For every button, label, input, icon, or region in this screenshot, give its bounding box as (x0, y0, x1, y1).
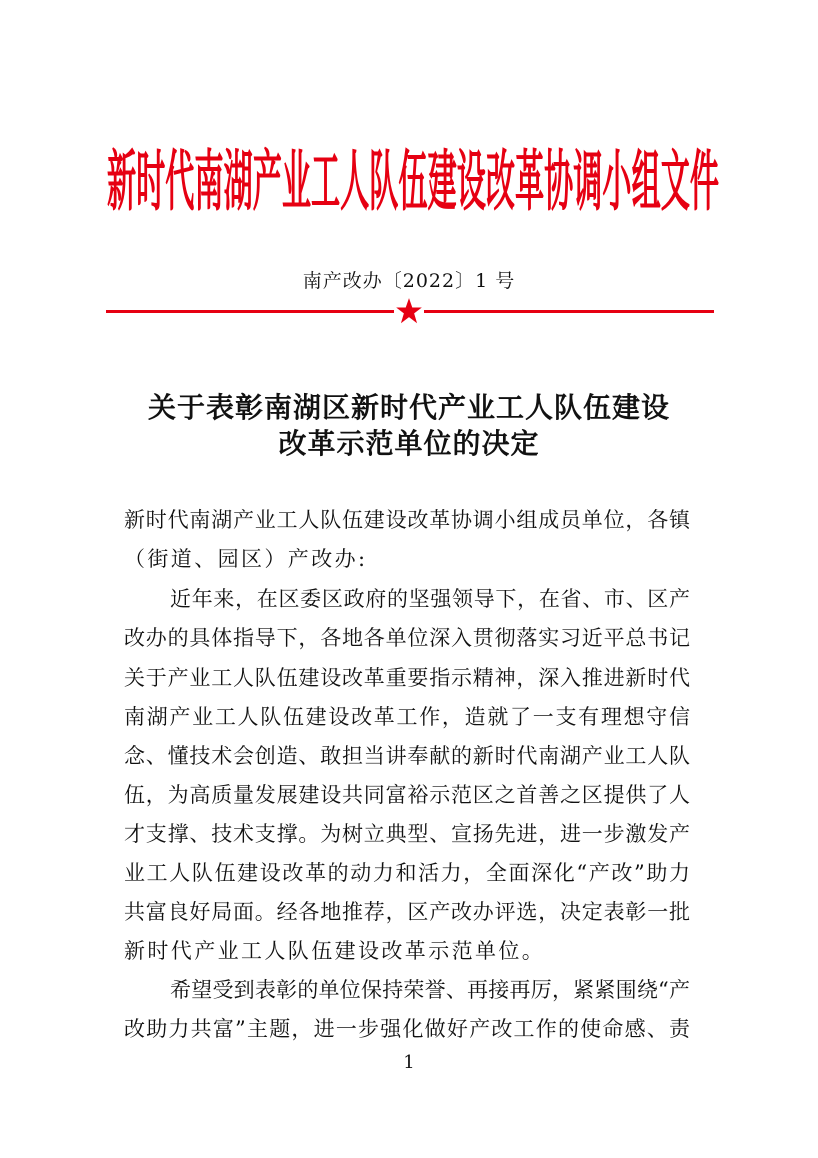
issuer-title: 新时代南湖产业工人队伍建设改革协调小组文件 (107, 143, 719, 218)
body-line: 才支撑、技术支撑。为树立典型、宣扬先进，进一步激发产 (124, 822, 690, 846)
body-line: 关于产业工人队伍建设改革重要指示精神，深入推进新时代 (124, 666, 690, 690)
body-line: （街道、园区）产改办: (124, 547, 368, 571)
body-line: 新时代产业工人队伍建设改革示范单位。 (124, 939, 546, 963)
red-divider-left (106, 310, 394, 313)
document-title-line-2: 改革示范单位的决定 (278, 427, 540, 460)
body-line: 伍，为高质量发展建设共同富裕示范区之首善之区提供了人 (124, 783, 690, 807)
body-line: 改办的具体指导下，各地各单位深入贯彻落实习近平总书记 (124, 626, 690, 650)
body-line: 近年来，在区委区政府的坚强领导下，在省、市、区产 (170, 587, 690, 611)
body-line: 共富良好局面。经各地推荐，区产改办评选，决定表彰一批 (124, 900, 690, 924)
document-title-line-1: 关于表彰南湖区新时代产业工人队伍建设 (147, 391, 670, 424)
body-line: 南湖产业工人队伍建设改革工作，造就了一支有理想守信 (124, 705, 690, 729)
red-star-icon (395, 297, 423, 325)
red-divider-right (424, 310, 714, 313)
body-line: 业工人队伍建设改革的动力和活力，全面深化“产改”助力 (124, 861, 690, 885)
page-number: 1 (403, 1052, 415, 1073)
issuer-header-graphic (107, 138, 719, 218)
body-line: 新时代南湖产业工人队伍建设改革协调小组成员单位，各镇 (124, 508, 690, 532)
issuer-header (107, 138, 719, 218)
body-line: 念、懂技术会创造、敢担当讲奉献的新时代南湖产业工人队 (124, 744, 690, 768)
body-line: 希望受到表彰的单位保持荣誉、再接再厉，紧紧围绕“产 (170, 978, 690, 1002)
body-line: 改助力共富”主题，进一步强化做好产改工作的使命感、责 (124, 1017, 690, 1041)
document-number: 南产改办〔2022〕1 号 (302, 270, 516, 292)
